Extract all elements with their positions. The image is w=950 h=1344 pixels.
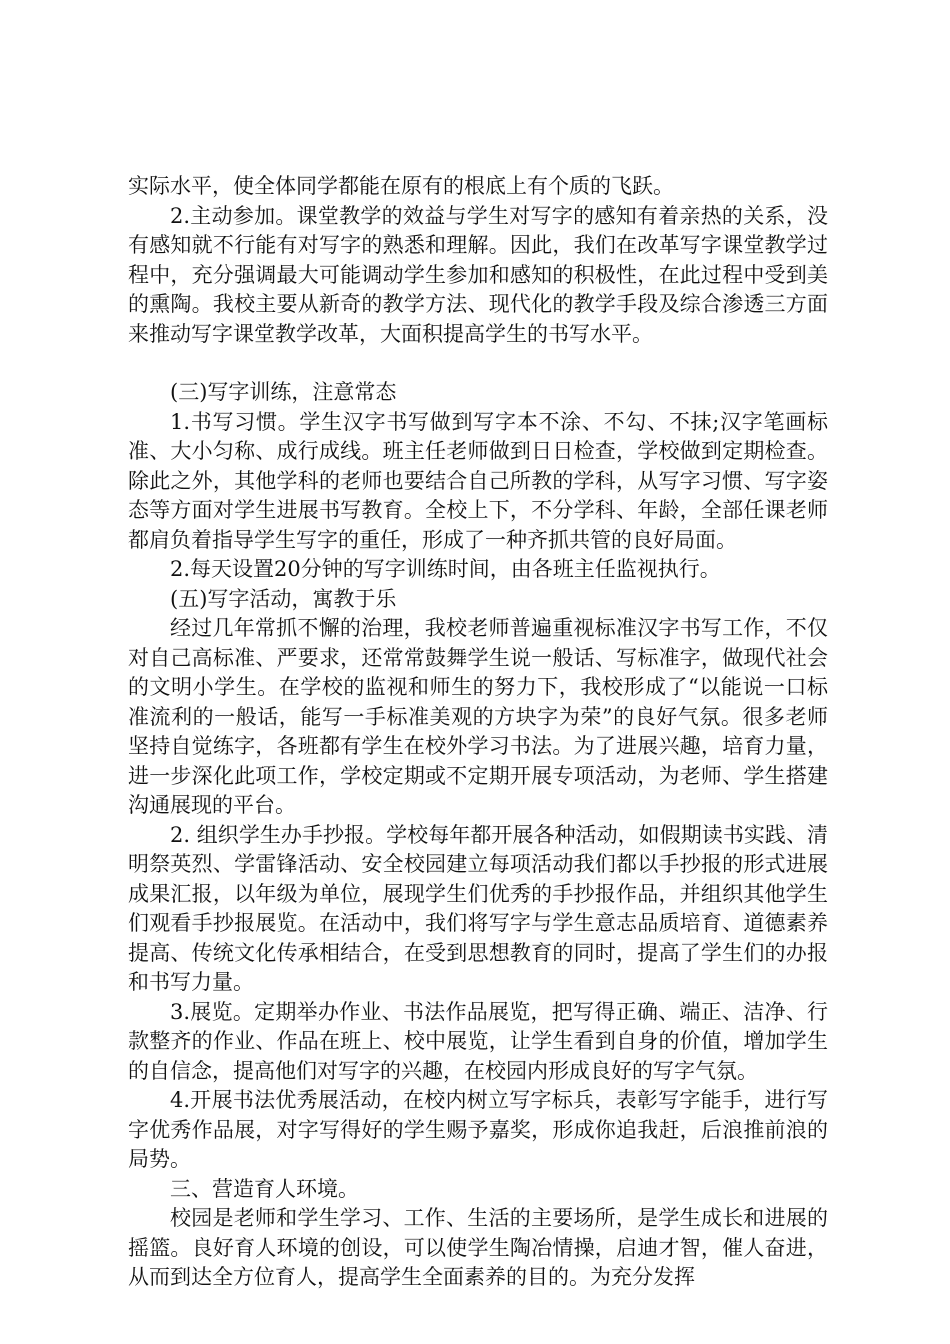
paragraph-exhibition: 3.展览。定期举办作业、书法作品展览，把写得正确、端正、洁净、行款整齐的作业、作品在班上、校中展览，让学生看到自身的价值，增加学生的自信念，提高他们对写字的兴趣，在校园内形成良好的写字气氛。 <box>128 999 828 1083</box>
paragraph-management: 经过几年常抓不懈的治理，我校老师普遍重视标准汉字书写工作，不仅对自己高标准、严要求，还常常鼓舞学生说一般话、写标准字，做现代社会的文明小学生。在学校的监视和师生的努力下，我校形成了“以能说一口标准流利的一般话，能写一手标准美观的方块字为荣”的良好气氛。很多老师坚持自觉练字，各班都有学生在校外学习书法。为了进展兴趣，培育力量，进一步深化此项工作，学校定期或不定期开展专项活动，为老师、学生搭建沟通展现的平台。 <box>128 616 828 817</box>
section-heading-environment: 三、营造育人环境。 <box>170 1176 359 1201</box>
paragraph-campus-environment: 校园是老师和学生学习、工作、生活的主要场所，是学生成长和进展的摇篮。良好育人环境的创设，可以使学生陶冶情操，启迪才智，催人奋进，从而到达全方位育人，提高学生全面素养的目的。为充分发挥 <box>128 1206 828 1289</box>
document-body <box>128 172 828 1293</box>
paragraph-continuation: 实际水平，使全体同学都能在原有的根底上有个质的飞跃。 <box>128 174 674 198</box>
paragraph-active-participation: 2.主动参加。课堂教学的效益与学生对写字的感知有着亲热的关系，没有感知就不行能有对写字的熟悉和理解。因此，我们在改革写字课堂教学过程中，充分强调最大可能调动学生参加和感知的积极性，在此过程中受到美的熏陶。我校主要从新奇的教学方法、现代化的教学手段及综合渗透三方面来推动写字课堂教学改革，大面积提高学生的书写水平。 <box>128 203 828 346</box>
paragraph-handwritten-newspaper: 2. 组织学生办手抄报。学校每年都开展各种活动，如假期读书实践、清明祭英烈、学雷锋活动、安全校园建立每项活动我们都以手抄报的形式进展成果汇报，以年级为单位，展现学生们优秀的手抄报作品，并组织其他学生们观看手抄报展览。在活动中，我们将写字与学生意志品质培育、道德素养提高、传统文化传承相结合，在受到思想教育的同时，提高了学生们的办报和书写力量。 <box>128 822 828 994</box>
section-heading-writing-training: (三)写字训练，注意常态 <box>170 380 397 404</box>
paragraph-daily-practice: 2.每天设置20分钟的写字训练时间，由各班主任监视执行。 <box>170 557 721 581</box>
paragraph-calligraphy-showcase: 4.开展书法优秀展活动，在校内树立写字标兵，表彰写字能手，进行写字优秀作品展，对字写得好的学生赐予嘉奖，形成你追我赶，后浪推前浪的局势。 <box>128 1088 828 1171</box>
paragraph-writing-habits: 1.书写习惯。学生汉字书写做到写字本不涂、不勾、不抹;汉字笔画标准、大小匀称、成行成线。班主任老师做到日日检查，学校做到定期检查。除此之外，其他学科的老师也要结合自己所教的学科，从写字习惯、写字姿态等方面对学生进展书写教育。全校上下，不分学科、年龄，全部任课老师都肩负着指导学生写字的重任，形成了一种齐抓共管的良好局面。 <box>128 409 828 552</box>
section-heading-writing-activities: (五)写字活动，寓教于乐 <box>170 586 397 611</box>
